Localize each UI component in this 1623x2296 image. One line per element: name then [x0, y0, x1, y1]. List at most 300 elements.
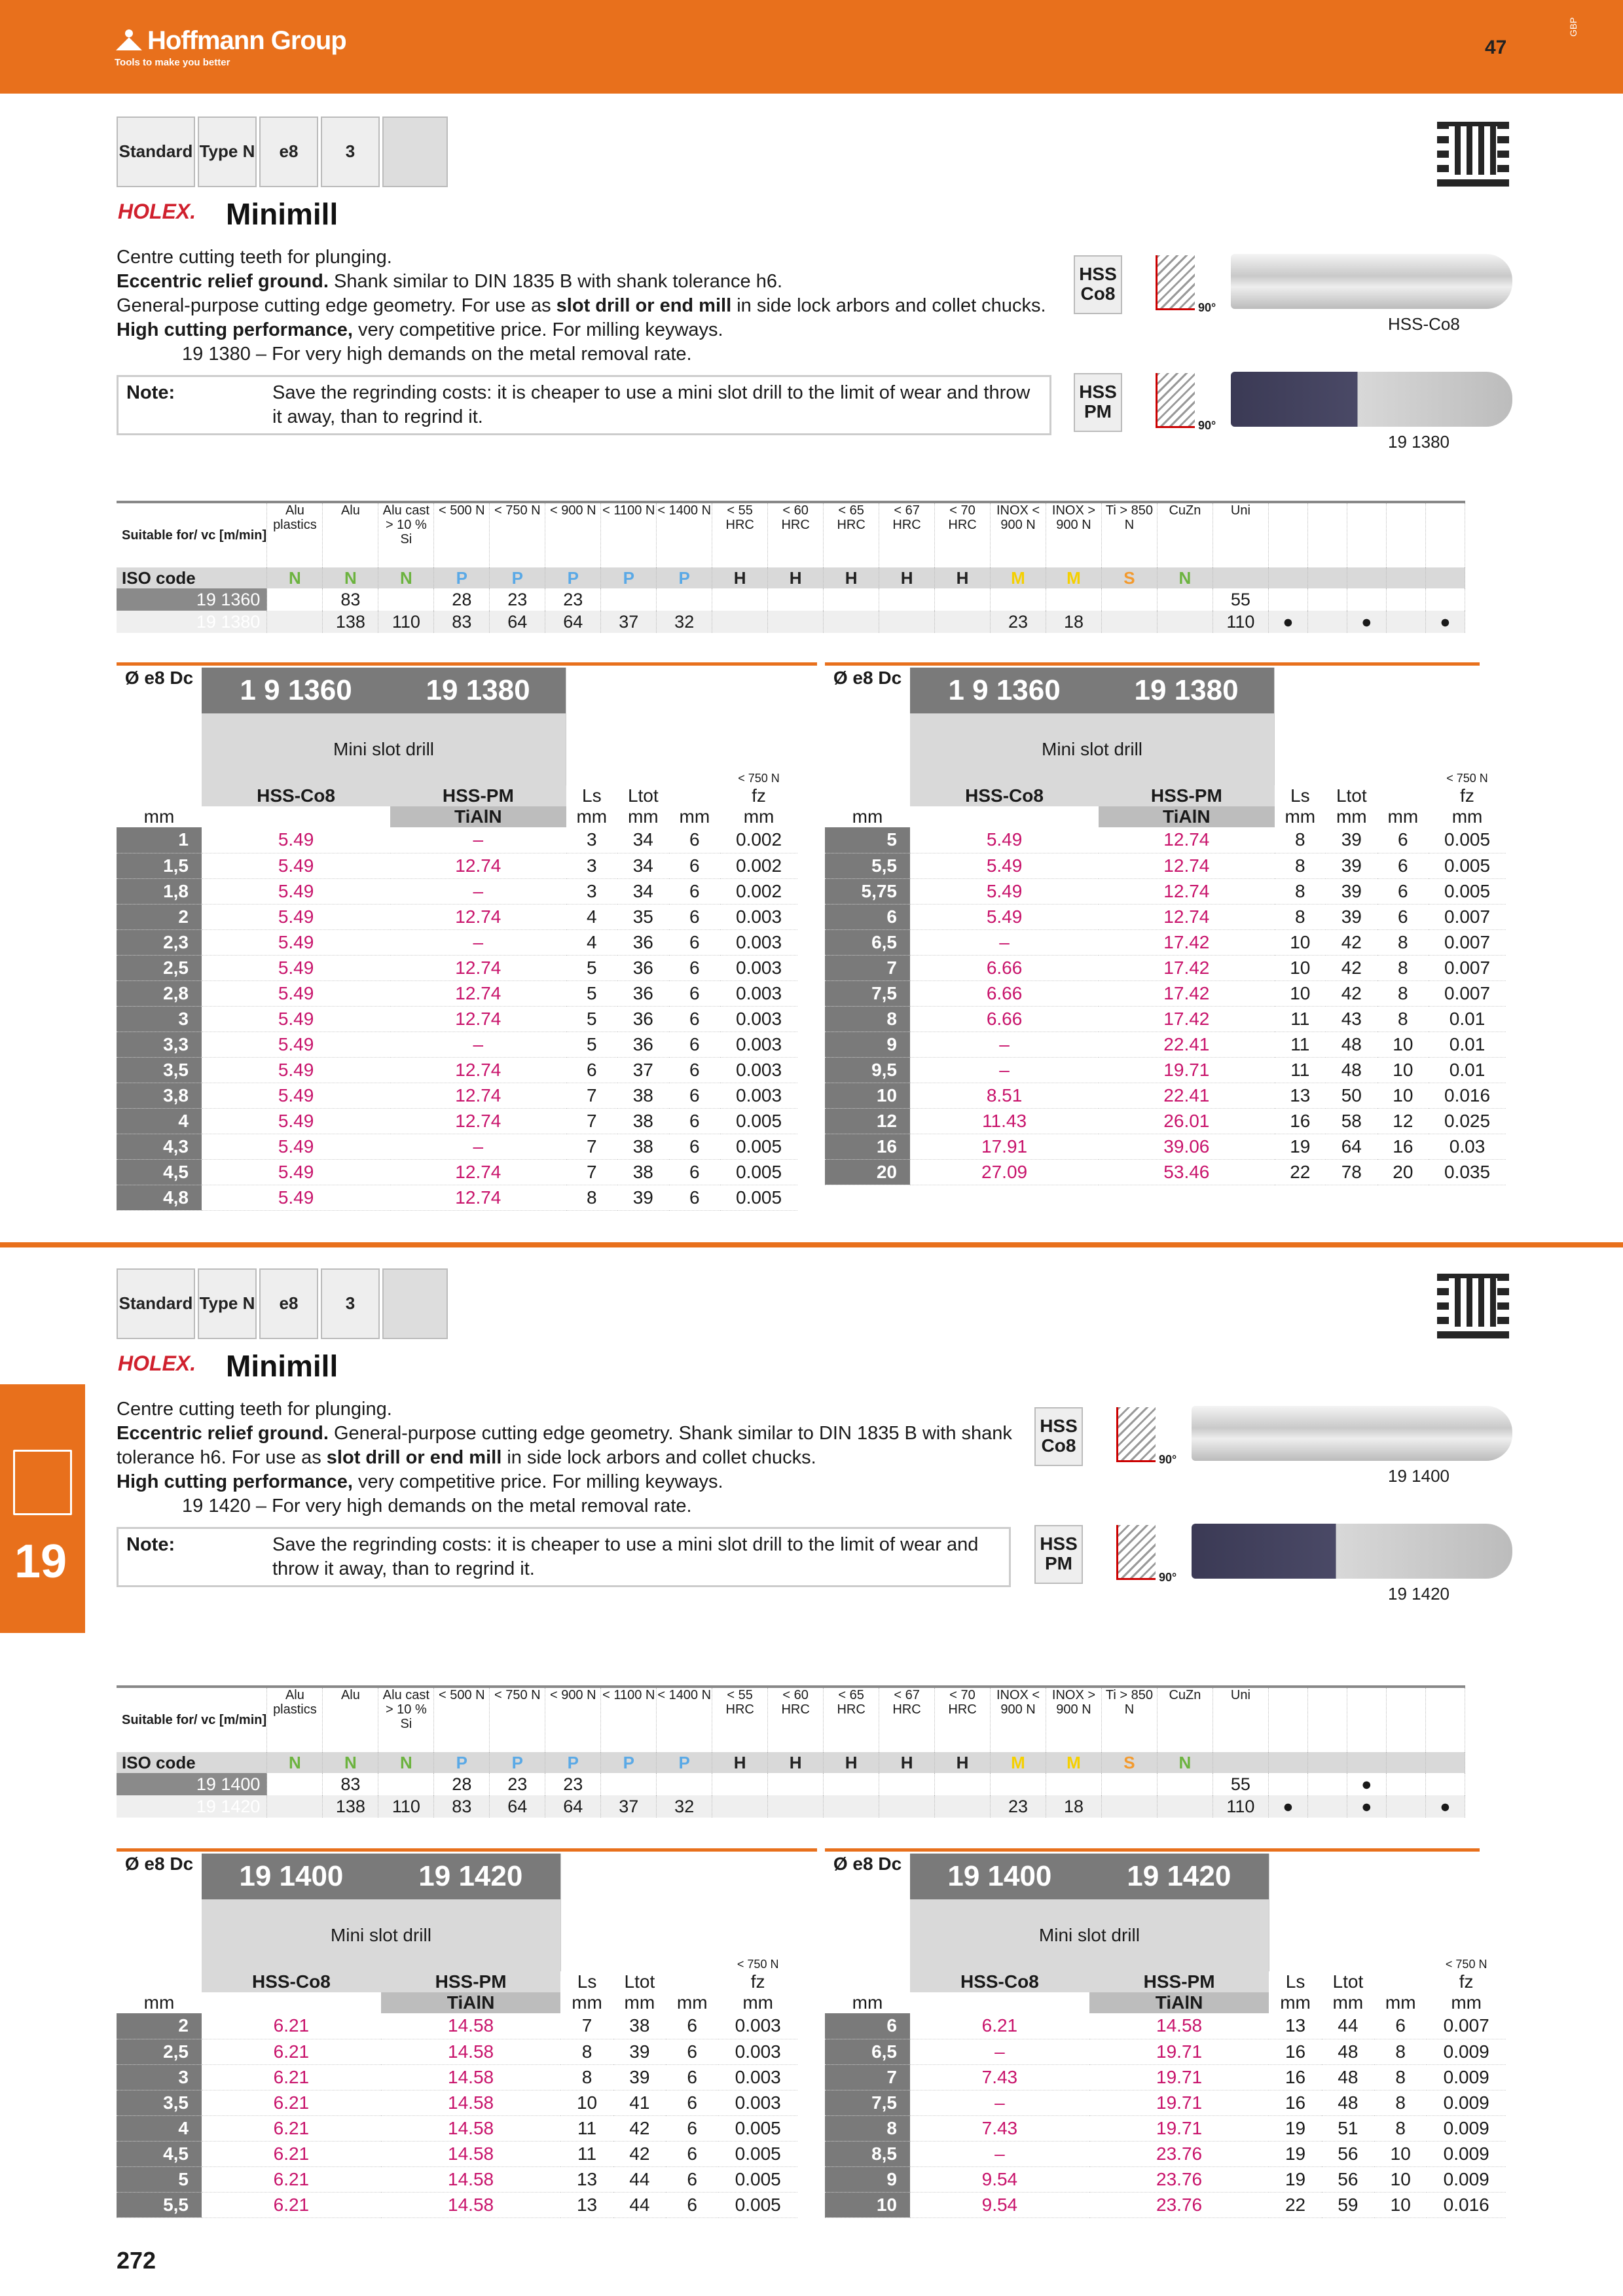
qr-code[interactable]	[1437, 1266, 1509, 1338]
feed-icon: < 750 N	[1446, 772, 1488, 785]
price-cell: 12.74	[390, 1159, 566, 1185]
dimension-cell: 0.007	[1429, 955, 1506, 980]
material-column-header: < 900 N	[545, 502, 601, 567]
note-box	[117, 1527, 1011, 1587]
material-column-header: < 55 HRC	[712, 1687, 768, 1752]
iso-code	[1386, 1752, 1425, 1773]
cutting-speed: 110	[378, 1795, 434, 1818]
dimension-cell: 39	[1326, 853, 1377, 878]
dimension-cell: 10	[1377, 1031, 1429, 1057]
dimension-cell: 39	[613, 2064, 666, 2090]
dimension-cell: 7	[566, 1134, 617, 1159]
table-row	[117, 1031, 797, 1057]
dimension-cell: 8	[1377, 980, 1429, 1006]
dimension-cell: 6	[669, 1083, 720, 1108]
dimension-cell: 13	[560, 2192, 613, 2217]
price-cell: 5.49	[202, 1134, 390, 1159]
dimension-cell: 16	[1275, 1108, 1326, 1134]
dimension-cell: 0.003	[718, 2090, 797, 2115]
description-bold: High cutting performance,	[117, 1471, 353, 1492]
description-line	[117, 1446, 1020, 1470]
cutting-speed	[824, 611, 879, 633]
fz-label: fz	[752, 785, 766, 806]
dimension-cell: 6	[666, 2090, 718, 2115]
cutting-speed	[935, 611, 991, 633]
iso-code: H	[712, 1752, 768, 1773]
cutting-speed: ●	[1268, 611, 1307, 633]
dimension-cell: 0.005	[1429, 878, 1506, 904]
fz-label: fz	[1460, 785, 1474, 806]
price-cell: 19.71	[1089, 2090, 1269, 2115]
cutting-speed	[991, 1773, 1046, 1795]
article-number-header: 19 1400	[202, 1854, 381, 1899]
article-number-header: 19 1420	[381, 1854, 561, 1899]
description-line	[117, 1470, 1020, 1494]
price-cell: 14.58	[1089, 2013, 1269, 2039]
table-row	[117, 2013, 797, 2039]
dimension-cell: 0.003	[720, 1083, 797, 1108]
table-row	[825, 2013, 1506, 2039]
table-row	[117, 929, 797, 955]
size-table	[825, 1854, 1506, 2218]
dimension-cell: 10	[1377, 1083, 1429, 1108]
cutting-speed	[1425, 1773, 1465, 1795]
dimension-cell: 39	[1326, 904, 1377, 929]
dimension-cell: 0.003	[720, 955, 797, 980]
table-row	[825, 980, 1506, 1006]
dimension-cell: 78	[1326, 1159, 1377, 1185]
shank-length-icon	[1275, 668, 1326, 785]
cutting-speed: ●	[1347, 611, 1386, 633]
table-row	[825, 853, 1506, 878]
dimension-cell: 13	[1275, 1083, 1326, 1108]
product-type: Mini slot drill	[910, 1899, 1269, 1971]
description-line	[117, 342, 1066, 367]
dimension-cell: 36	[617, 955, 669, 980]
material-column-header: < 500 N	[434, 1687, 490, 1752]
dimension-cell: 48	[1326, 1031, 1377, 1057]
angle-icon	[1116, 1525, 1156, 1580]
dimension-cell: 42	[1326, 980, 1377, 1006]
description-bold: High cutting performance,	[117, 319, 353, 340]
material-column-header: INOX < 900 N	[991, 1687, 1046, 1752]
price-cell: 14.58	[381, 2064, 561, 2090]
dimension-cell: 35	[617, 904, 669, 929]
fz-label: fz	[750, 1971, 765, 1992]
table-row	[825, 878, 1506, 904]
cutting-speed: 110	[1213, 611, 1268, 633]
material-column-header: < 1400 N	[657, 1687, 712, 1752]
price-cell: –	[910, 1031, 1099, 1057]
material-column-header	[1307, 1687, 1347, 1752]
diameter-header: Ø e8 Dc	[124, 668, 194, 688]
cutting-speed	[1268, 1773, 1307, 1795]
dimension-cell: 0.003	[720, 904, 797, 929]
dimension-cell: 6	[669, 827, 720, 853]
price-cell: 6.66	[910, 980, 1099, 1006]
iso-label: ISO code	[117, 567, 267, 588]
dimension-cell: 13	[560, 2166, 613, 2192]
material-column-header: CuZn	[1157, 1687, 1213, 1752]
iso-code: H	[824, 567, 879, 588]
product-type: Mini slot drill	[202, 713, 566, 785]
footer-page-number: 272	[117, 2247, 156, 2274]
diameter-cell: 4,8	[117, 1185, 202, 1210]
product-type: Mini slot drill	[202, 1899, 560, 1971]
price-cell: 19.71	[1089, 2064, 1269, 2090]
total-length-icon	[613, 1854, 666, 1971]
size-table	[117, 1854, 797, 2218]
dimension-cell: 0.03	[1429, 1134, 1506, 1159]
unit-label: mm	[1387, 806, 1419, 827]
cutting-speed: ●	[1425, 1795, 1465, 1818]
price-cell: –	[390, 1031, 566, 1057]
cutting-speed	[991, 588, 1046, 611]
material-column-header: < 900 N	[545, 1687, 601, 1752]
dimension-cell: 6	[666, 2166, 718, 2192]
dimension-cell: 48	[1322, 2090, 1374, 2115]
price-cell: 5.49	[910, 904, 1099, 929]
price-cell: 5.49	[202, 878, 390, 904]
cutting-speed: 28	[434, 1773, 490, 1795]
dimension-cell: 16	[1377, 1134, 1429, 1159]
dimension-cell: 56	[1322, 2166, 1374, 2192]
dimension-cell: 8	[1275, 827, 1326, 853]
material-column-header: INOX > 900 N	[1046, 502, 1102, 567]
table-row	[117, 1083, 797, 1108]
iso-code: P	[545, 1752, 601, 1773]
dimension-cell: 42	[1326, 929, 1377, 955]
price-cell: 6.21	[202, 2064, 381, 2090]
dimension-cell: 38	[617, 1108, 669, 1134]
cutting-speed: ●	[1347, 1773, 1386, 1795]
suitability-row	[117, 588, 1465, 611]
unit-label: mm	[852, 1992, 883, 2013]
cutting-speed	[1157, 588, 1213, 611]
material-column-header: < 750 N	[490, 502, 545, 567]
description-text: 19 1420 – For very high demands on the metal removal rate.	[182, 1496, 692, 1516]
price-cell: 6.21	[202, 2013, 381, 2039]
diameter-cell: 3	[117, 2064, 202, 2090]
cutting-speed	[1157, 1773, 1213, 1795]
feed-icon: < 750 N	[737, 1958, 779, 1971]
cutting-speed	[1386, 588, 1425, 611]
diameter-cell: 9	[825, 1031, 910, 1057]
diameter-cell: 9,5	[825, 1057, 910, 1083]
article-number-header: 19 1420	[1089, 1854, 1269, 1899]
table-row	[117, 1108, 797, 1134]
diameter-cell: 3	[117, 1006, 202, 1031]
price-cell: 12.74	[1099, 878, 1274, 904]
dimension-cell: 0.005	[718, 2115, 797, 2141]
iso-code: P	[490, 567, 545, 588]
dimension-cell: 7	[566, 1083, 617, 1108]
dimension-cell: 0.016	[1429, 1083, 1506, 1108]
unit-label: mm	[1336, 806, 1367, 827]
angle-label: 90°	[1159, 1571, 1177, 1584]
cutting-speed	[1101, 611, 1157, 633]
dimension-cell: 8	[560, 2064, 613, 2090]
dimension-cell: 19	[1269, 2141, 1321, 2166]
note-text: Save the regrinding costs: it is cheaper to use a mini slot drill to the limit of wear and throw it away, than to regrind it.	[272, 1534, 979, 1579]
diameter-cell: 5,5	[825, 853, 910, 878]
dimension-cell: 58	[1326, 1108, 1377, 1134]
dimension-cell: 4	[566, 904, 617, 929]
iso-code	[1386, 567, 1425, 588]
price-cell: –	[390, 1134, 566, 1159]
price-cell: –	[910, 2039, 1089, 2064]
spec-badge: Standard	[117, 117, 195, 187]
dimension-cell: 6	[669, 1006, 720, 1031]
iso-code: P	[657, 1752, 712, 1773]
price-cell: 23.76	[1089, 2141, 1269, 2166]
cutting-speed	[1386, 1795, 1425, 1818]
dimension-cell: 6	[669, 1185, 720, 1210]
iso-code: P	[434, 1752, 490, 1773]
qr-code[interactable]	[1437, 115, 1509, 187]
material-column-header: < 65 HRC	[824, 502, 879, 567]
price-cell: 5.49	[202, 827, 390, 853]
price-cell: 5.49	[202, 1185, 390, 1210]
dimension-cell: 6	[669, 1057, 720, 1083]
suitability-label: Suitable for/ vc [m/min]	[117, 1687, 267, 1752]
iso-code	[1268, 567, 1307, 588]
tool-shape-icon	[382, 117, 448, 187]
price-cell: 6.21	[202, 2166, 381, 2192]
price-cell: 17.42	[1099, 929, 1274, 955]
dimension-cell: 6	[566, 1057, 617, 1083]
cutting-speed: 23	[490, 588, 545, 611]
dimension-cell: 0.007	[1429, 929, 1506, 955]
dimension-cell: 8	[1275, 878, 1326, 904]
price-cell: –	[910, 2090, 1089, 2115]
price-cell: 6.21	[202, 2115, 381, 2141]
dimension-cell: 8	[1377, 1006, 1429, 1031]
dimension-cell: 0.002	[720, 827, 797, 853]
description-text: in side lock arbors and collet chucks.	[731, 295, 1046, 316]
dimension-cell: 44	[613, 2192, 666, 2217]
dimension-cell: 0.005	[720, 1185, 797, 1210]
cutting-speed: ●	[1347, 1795, 1386, 1818]
iso-code	[1307, 567, 1347, 588]
dimension-cell: 4	[566, 929, 617, 955]
dimension-cell: 44	[1322, 2013, 1374, 2039]
dimension-cell: 6	[669, 1159, 720, 1185]
dimension-cell: 16	[1269, 2064, 1321, 2090]
dimension-cell: 0.016	[1427, 2192, 1506, 2217]
price-cell: –	[390, 929, 566, 955]
diameter-icon	[1374, 1854, 1427, 1971]
cutting-speed	[712, 611, 768, 633]
dimension-cell: 0.009	[1427, 2039, 1506, 2064]
dimension-cell: 10	[1275, 980, 1326, 1006]
dimension-cell: 0.01	[1429, 1006, 1506, 1031]
price-cell: 11.43	[910, 1108, 1099, 1134]
cutting-speed	[935, 588, 991, 611]
dimension-cell: 12	[1377, 1108, 1429, 1134]
dimension-cell: 6	[1377, 853, 1429, 878]
table-row	[825, 2039, 1506, 2064]
dimension-cell: 6	[669, 904, 720, 929]
table-row	[825, 904, 1506, 929]
dimension-cell: 6	[669, 1134, 720, 1159]
coating-header: TiAlN	[1099, 806, 1274, 827]
price-cell: 5.49	[202, 1108, 390, 1134]
diameter-cell: 12	[825, 1108, 910, 1134]
dimension-cell: 6	[666, 2115, 718, 2141]
iso-code: P	[545, 567, 601, 588]
dimension-cell: 0.007	[1427, 2013, 1506, 2039]
material-column-header: < 60 HRC	[768, 502, 824, 567]
cutting-speed	[935, 1773, 991, 1795]
price-cell: 39.06	[1099, 1134, 1274, 1159]
material-column-header	[1347, 1687, 1386, 1752]
table-row	[825, 2192, 1506, 2217]
table-row	[825, 2090, 1506, 2115]
feed-icon: < 750 N	[738, 772, 780, 785]
shank-length-icon	[566, 668, 617, 785]
table-row	[825, 1083, 1506, 1108]
table-row	[117, 2141, 797, 2166]
diameter-cell: 7,5	[825, 980, 910, 1006]
cutting-speed	[601, 588, 657, 611]
dimension-cell: 8	[1275, 853, 1326, 878]
cutting-speed: 110	[1213, 1795, 1268, 1818]
cutting-speed	[768, 588, 824, 611]
product-section	[0, 1152, 1623, 2265]
cutting-speed	[1347, 588, 1386, 611]
diameter-cell: 6	[825, 904, 910, 929]
price-cell: 23.76	[1089, 2166, 1269, 2192]
description-text: Shank similar to DIN 1835 B with shank tolerance h6.	[328, 271, 783, 292]
cutting-speed: 23	[490, 1773, 545, 1795]
iso-code	[1213, 1752, 1268, 1773]
suitability-table	[117, 1685, 1465, 1818]
dimension-cell: 42	[1326, 955, 1377, 980]
dimension-cell: 0.003	[720, 929, 797, 955]
unit-label: mm	[742, 1992, 773, 2013]
dimension-cell: 37	[617, 1057, 669, 1083]
cutting-speed: 55	[1213, 588, 1268, 611]
iso-code: H	[768, 1752, 824, 1773]
material-column-header: Alu cast > 10 % Si	[378, 502, 434, 567]
tool-image	[1192, 1406, 1512, 1461]
dimension-cell: 11	[1275, 1031, 1326, 1057]
dimension-cell: 44	[613, 2166, 666, 2192]
dimension-cell: 10	[1374, 2166, 1427, 2192]
diameter-cell: 8	[825, 1006, 910, 1031]
dimension-cell: 0.035	[1429, 1159, 1506, 1185]
table-row	[117, 980, 797, 1006]
cutting-speed: 64	[545, 1795, 601, 1818]
material-column-header: < 750 N	[490, 1687, 545, 1752]
dimension-cell: 11	[1275, 1006, 1326, 1031]
dimension-cell: 8	[1275, 904, 1326, 929]
dimension-cell: 16	[1269, 2090, 1321, 2115]
dimension-cell: 7	[566, 1108, 617, 1134]
material-badge: HSS PM	[1074, 373, 1122, 432]
table-row	[117, 878, 797, 904]
dimension-cell: 0.003	[718, 2039, 797, 2064]
suitability-row	[117, 1773, 1465, 1795]
size-table	[117, 668, 797, 1211]
description-bold: Eccentric relief ground.	[117, 271, 329, 292]
dimension-cell: 0.009	[1427, 2115, 1506, 2141]
dimension-cell: 42	[613, 2141, 666, 2166]
dimension-cell: 0.003	[720, 1006, 797, 1031]
dimension-cell: 0.005	[1429, 853, 1506, 878]
diameter-icon	[1377, 668, 1429, 785]
dimension-cell: 10	[560, 2090, 613, 2115]
cutting-speed	[768, 1773, 824, 1795]
price-cell: 27.09	[910, 1159, 1099, 1185]
material-column-header: Uni	[1213, 1687, 1268, 1752]
dimension-cell: 43	[1326, 1006, 1377, 1031]
dimension-cell: 6	[1377, 827, 1429, 853]
dimension-cell: 0.005	[718, 2166, 797, 2192]
diameter-cell: 6	[825, 2013, 910, 2039]
material-column-header: Alu plastics	[267, 1687, 323, 1752]
dimension-cell: 34	[617, 878, 669, 904]
iso-code: N	[378, 1752, 434, 1773]
diameter-cell: 2,8	[117, 980, 202, 1006]
price-cell: 14.58	[381, 2013, 561, 2039]
unit-label: mm	[143, 806, 175, 827]
dimension-cell: 64	[1326, 1134, 1377, 1159]
table-row	[825, 1057, 1506, 1083]
material-column-header: < 67 HRC	[879, 502, 935, 567]
cutting-speed	[768, 1795, 824, 1818]
dimension-cell: 8	[1374, 2039, 1427, 2064]
product-description	[117, 1397, 1020, 1518]
cutting-speed	[768, 611, 824, 633]
dimension-cell: 48	[1322, 2039, 1374, 2064]
iso-code: M	[991, 567, 1046, 588]
diameter-cell: 2,5	[117, 2039, 202, 2064]
cutting-speed	[712, 1773, 768, 1795]
angle-label: 90°	[1198, 301, 1216, 314]
dimension-cell: 10	[1275, 955, 1326, 980]
suitability-label: Suitable for/ vc [m/min]	[117, 502, 267, 567]
cutting-speed	[378, 588, 434, 611]
table-row	[117, 1057, 797, 1083]
ltot-label: Ltot	[1336, 785, 1367, 806]
dimension-cell: 34	[617, 853, 669, 878]
diameter-cell: 3,8	[117, 1083, 202, 1108]
diameter-cell: 4,3	[117, 1134, 202, 1159]
price-cell: 5.49	[202, 853, 390, 878]
dimension-cell: 34	[617, 827, 669, 853]
price-cell: –	[910, 929, 1099, 955]
cutting-speed: 138	[323, 1795, 378, 1818]
iso-code: N	[267, 567, 323, 588]
dimension-cell: 48	[1326, 1057, 1377, 1083]
price-cell: –	[390, 827, 566, 853]
material-column-header	[1268, 1687, 1307, 1752]
material-column-header: < 1400 N	[657, 502, 712, 567]
cutting-speed: 28	[434, 588, 490, 611]
dimension-cell: 8	[1377, 929, 1429, 955]
table-top-bar	[117, 662, 817, 666]
table-top-bar	[825, 1848, 1480, 1852]
table-row	[117, 2192, 797, 2217]
dimension-cell: 36	[617, 1006, 669, 1031]
dimension-cell: 22	[1269, 2192, 1321, 2217]
price-cell: 12.74	[390, 853, 566, 878]
description-text: in side lock arbors and collet chucks.	[501, 1447, 816, 1468]
tool-image	[1192, 1524, 1512, 1579]
article-code: 19 1400	[117, 1773, 267, 1795]
